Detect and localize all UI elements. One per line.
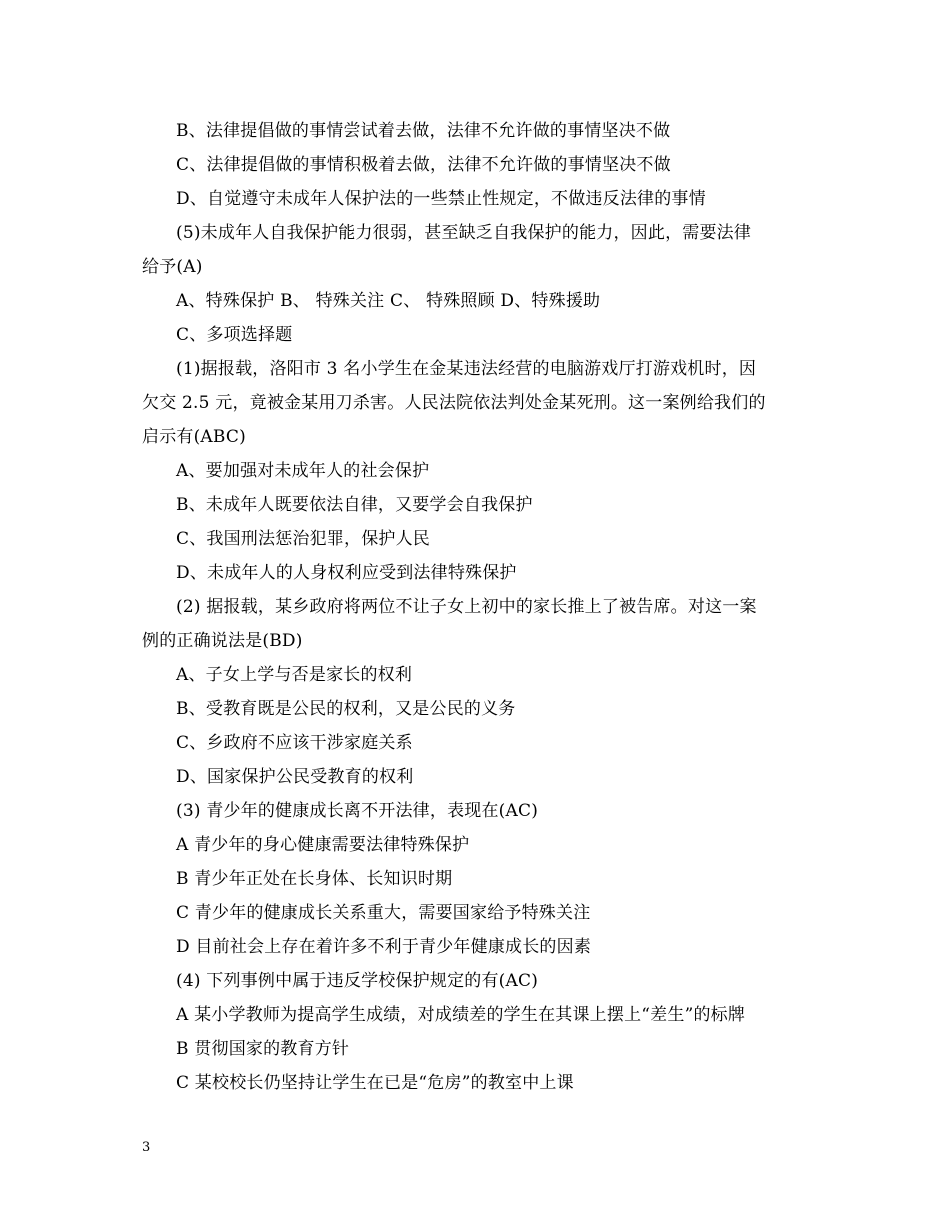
text-line: B 青少年正处在长身体、长知识时期: [176, 869, 453, 889]
text-line: C 某校校长仍坚持让学生在已是“危房”的教室中上课: [176, 1073, 574, 1093]
text-line: A 青少年的身心健康需要法律特殊保护: [176, 835, 470, 855]
text-line: 给予(A): [142, 257, 203, 277]
text-line: C 青少年的健康成长关系重大，需要国家给予特殊关注: [176, 903, 591, 923]
text-line: B、受教育既是公民的权利，又是公民的义务: [176, 699, 516, 719]
text-line: 例的正确说法是(BD): [142, 631, 303, 651]
text-line: 启示有(ABC): [142, 427, 246, 447]
text-line: (5)未成年人自我保护能力很弱，甚至缺乏自我保护的能力，因此，需要法律: [176, 223, 752, 243]
text-line: (2) 据报载，某乡政府将两位不让子女上初中的家长推上了被告席。对这一案: [176, 597, 757, 617]
text-line: B、未成年人既要依法自律，又要学会自我保护: [176, 495, 533, 515]
text-line: (4) 下列事例中属于违反学校保护规定的有(AC): [176, 971, 539, 991]
text-line: B、法律提倡做的事情尝试着去做，法律不允许做的事情坚决不做: [176, 121, 671, 141]
text-line: A、要加强对未成年人的社会保护: [176, 461, 430, 481]
text-line: C、法律提倡做的事情积极着去做，法律不允许做的事情坚决不做: [176, 155, 671, 175]
text-line: C、我国刑法惩治犯罪，保护人民: [176, 529, 431, 549]
text-line: D 目前社会上存在着许多不利于青少年健康成长的因素: [176, 937, 592, 957]
text-line: A、特殊保护 B、 特殊关注 C、 特殊照顾 D、特殊援助: [176, 291, 601, 311]
text-line: A、子女上学与否是家长的权利: [176, 665, 413, 685]
text-line: (1)据报载，洛阳市 3 名小学生在金某违法经营的电脑游戏厅打游戏机时，因: [176, 359, 757, 379]
text-line: D、国家保护公民受教育的权利: [176, 767, 414, 787]
text-line: A 某小学教师为提高学生成绩，对成绩差的学生在其课上摆上“差生”的标牌: [176, 1005, 746, 1025]
text-line: B 贯彻国家的教育方针: [176, 1039, 350, 1059]
text-line: 欠交 2.5 元，竟被金某用刀杀害。人民法院依法判处金某死刑。这一案例给我们的: [142, 393, 766, 413]
document-body: [142, 114, 814, 1100]
text-line: D、自觉遵守未成年人保护法的一些禁止性规定，不做违反法律的事情: [176, 189, 706, 209]
text-line: C、多项选择题: [176, 325, 293, 345]
text-line: D、未成年人的人身权利应受到法律特殊保护: [176, 563, 517, 583]
page-number: 3: [142, 1140, 151, 1155]
text-line: C、乡政府不应该干涉家庭关系: [176, 733, 413, 753]
text-line: (3) 青少年的健康成长离不开法律，表现在(AC): [176, 801, 539, 821]
